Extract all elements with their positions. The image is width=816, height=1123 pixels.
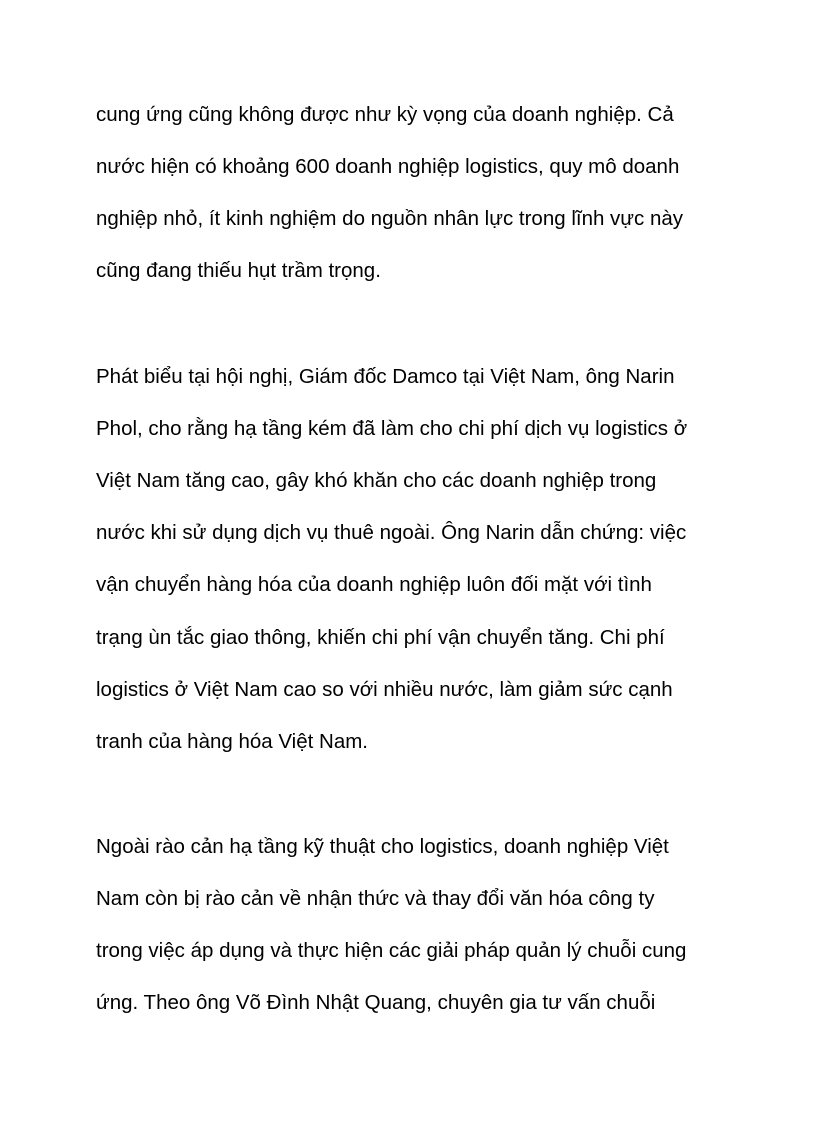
text-line: Ngoài rào cản hạ tầng kỹ thuật cho logistics, doanh nghiệp Việt bbox=[96, 835, 669, 858]
text-line: trong việc áp dụng và thực hiện các giải pháp quản lý chuỗi cung bbox=[96, 939, 687, 962]
text-line: cũng đang thiếu hụt trầm trọng. bbox=[96, 259, 381, 282]
text-line: nước hiện có khoảng 600 doanh nghiệp logistics, quy mô doanh bbox=[96, 155, 680, 178]
text-line: cung ứng cũng không được như kỳ vọng của doanh nghiệp. Cả bbox=[96, 103, 674, 126]
text-line: Nam còn bị rào cản về nhận thức và thay đổi văn hóa công ty bbox=[96, 887, 655, 910]
text-line: Việt Nam tăng cao, gây khó khăn cho các doanh nghiệp trong bbox=[96, 469, 657, 492]
text-line: Phát biểu tại hội nghị, Giám đốc Damco tại Việt Nam, ông Narin bbox=[96, 365, 675, 388]
text-line: logistics ở Việt Nam cao so với nhiều nước, làm giảm sức cạnh bbox=[96, 678, 673, 701]
text-line: nước khi sử dụng dịch vụ thuê ngoài. Ông Narin dẫn chứng: việc bbox=[96, 521, 687, 544]
text-line: ứng. Theo ông Võ Đình Nhật Quang, chuyên gia tư vấn chuỗi bbox=[96, 991, 656, 1014]
text-line: nghiệp nhỏ, ít kinh nghiệm do nguồn nhân lực trong lĩnh vực này bbox=[96, 207, 684, 230]
text-line: tranh của hàng hóa Việt Nam. bbox=[96, 730, 368, 753]
text-line: vận chuyển hàng hóa của doanh nghiệp luôn đối mặt với tình bbox=[96, 573, 652, 596]
text-line: Phol, cho rằng hạ tầng kém đã làm cho chi phí dịch vụ logistics ở bbox=[96, 417, 688, 440]
text-line: trạng ùn tắc giao thông, khiến chi phí vận chuyển tăng. Chi phí bbox=[96, 626, 665, 649]
